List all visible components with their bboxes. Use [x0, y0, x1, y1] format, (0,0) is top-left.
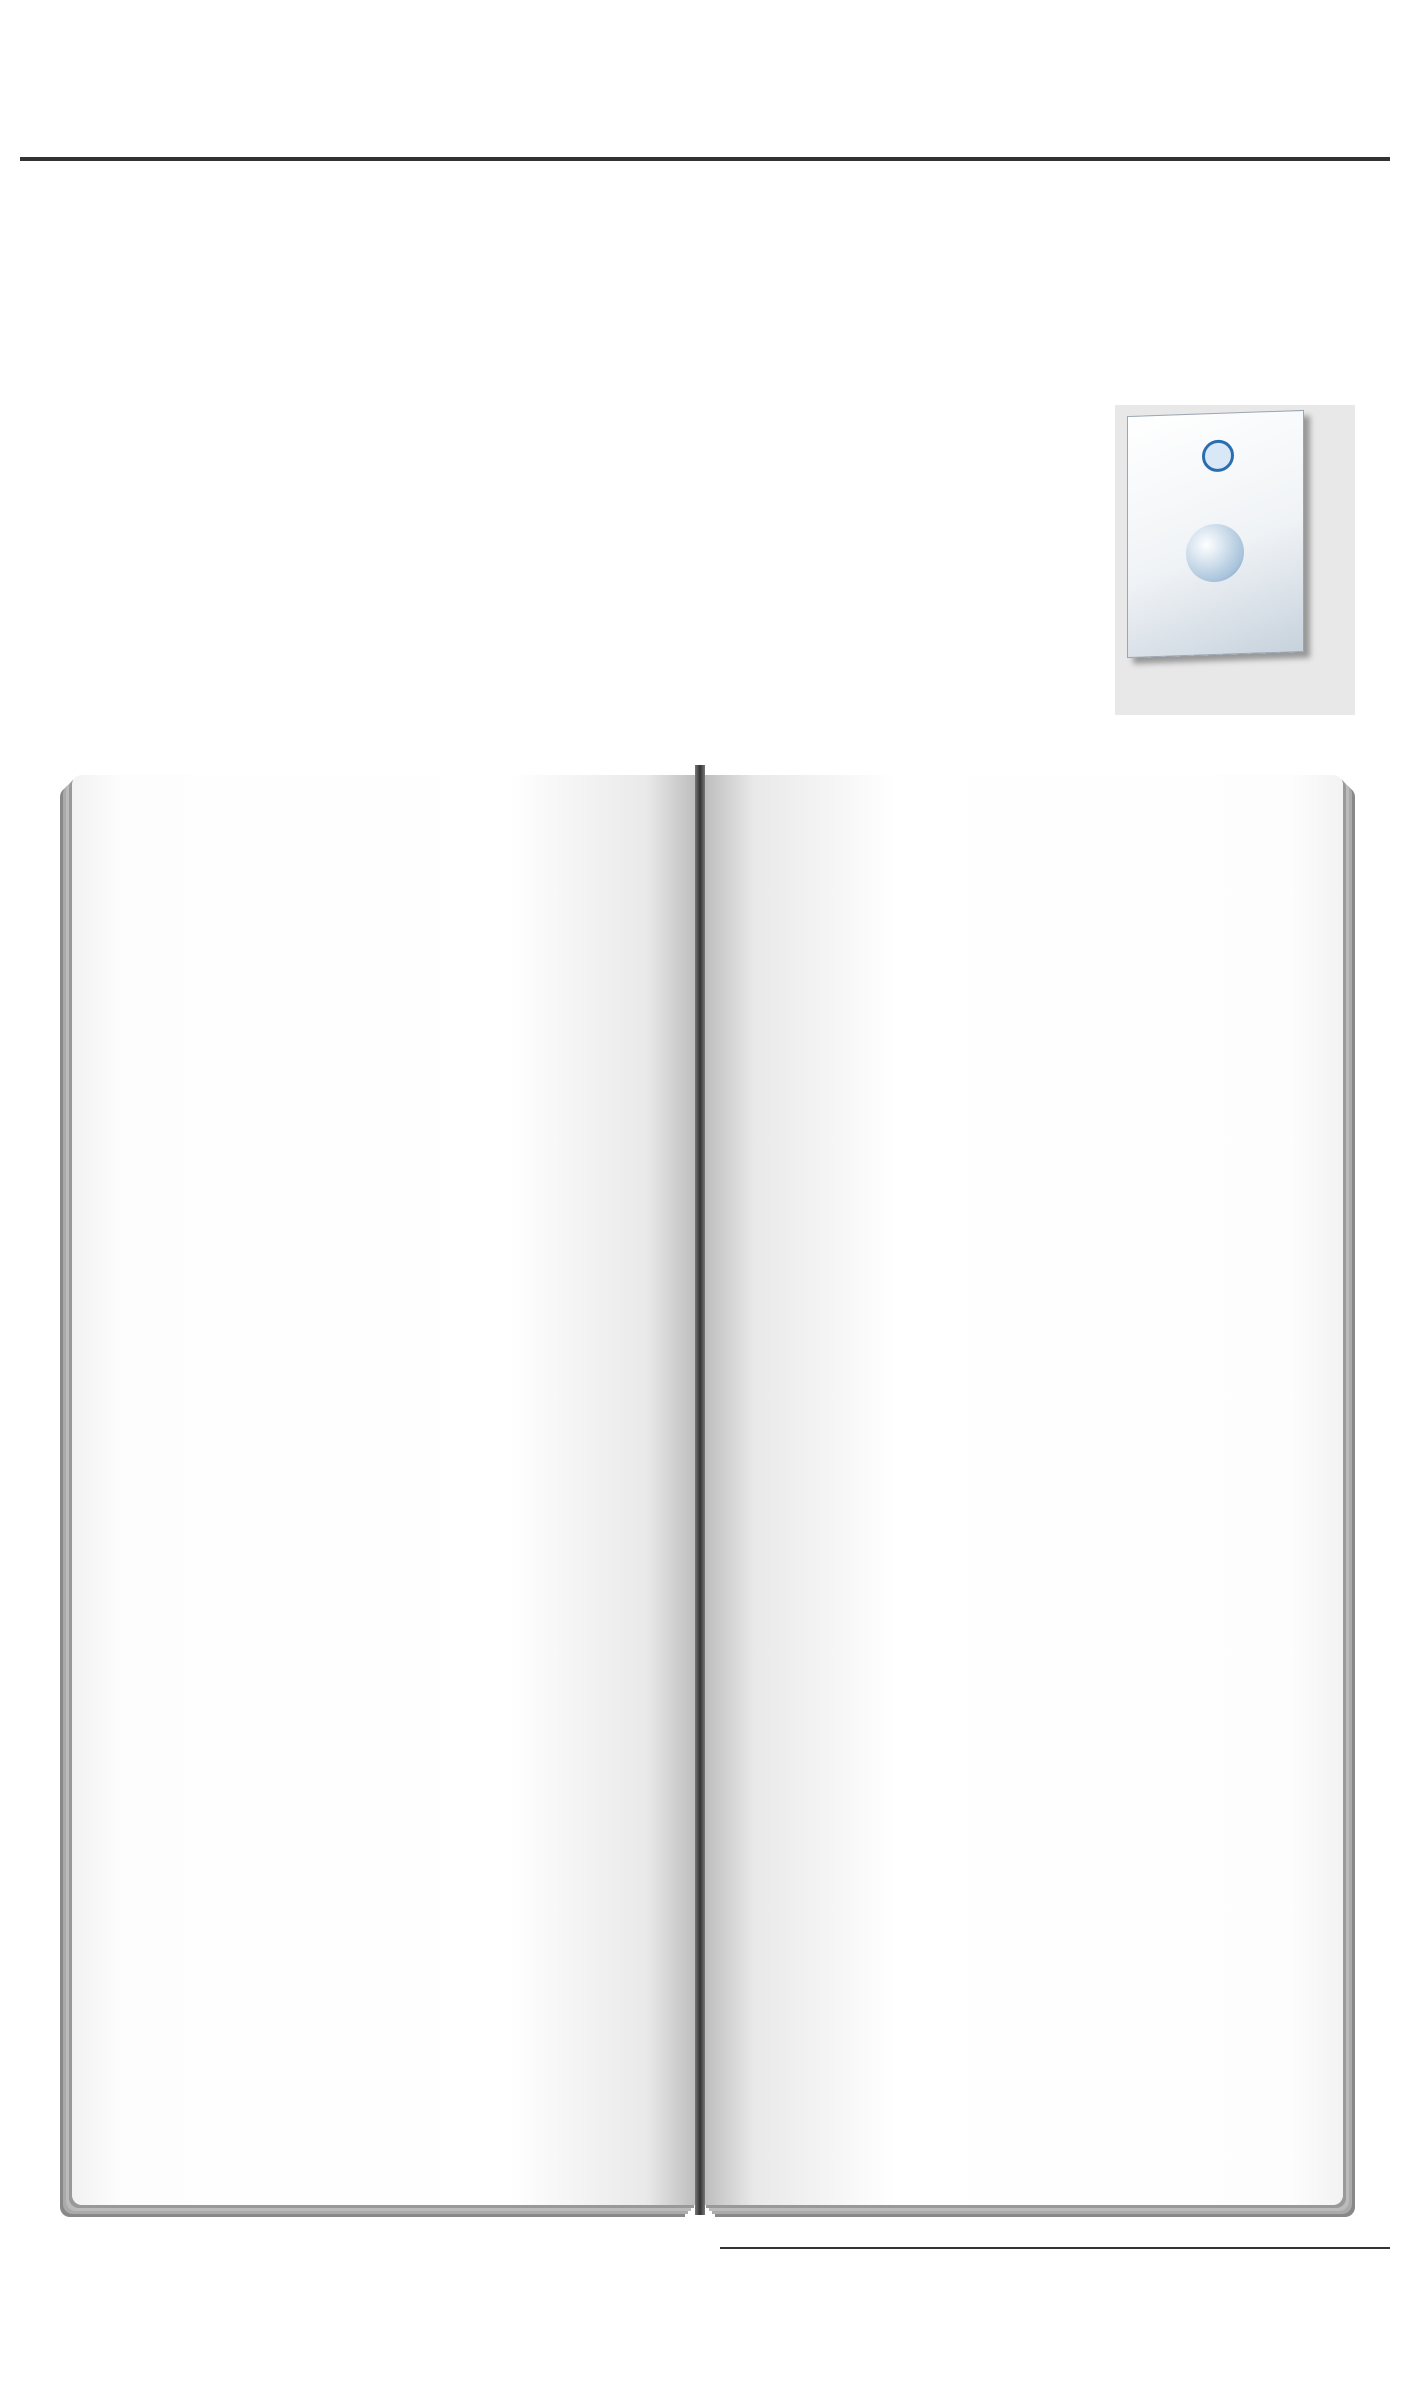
cover-pinyin	[1134, 495, 1298, 501]
main-column-2	[325, 403, 557, 733]
main-column-1	[64, 403, 339, 733]
cover-logo-icon	[1202, 439, 1234, 472]
main-column-3	[592, 403, 824, 733]
cover-globe-icon	[1186, 523, 1244, 583]
right-page-body-2	[793, 1535, 1298, 2095]
left-page-body	[118, 1295, 678, 2115]
cover-publisher	[1138, 611, 1294, 616]
open-book-feature	[60, 765, 1355, 2220]
right-page-body-1	[793, 915, 1298, 1445]
handbook-cover-photo	[1115, 405, 1355, 715]
finance-1-col-2	[958, 2288, 1154, 2383]
finance-1-col-1	[728, 2288, 924, 2383]
book-spine	[695, 765, 705, 2215]
header-rule	[20, 157, 1390, 161]
finance-top-rule	[720, 2247, 1390, 2249]
handbook-cover	[1127, 410, 1304, 658]
finance-1-col-3	[1187, 2288, 1383, 2383]
cover-title	[1138, 475, 1294, 480]
main-column-4	[850, 403, 1082, 733]
